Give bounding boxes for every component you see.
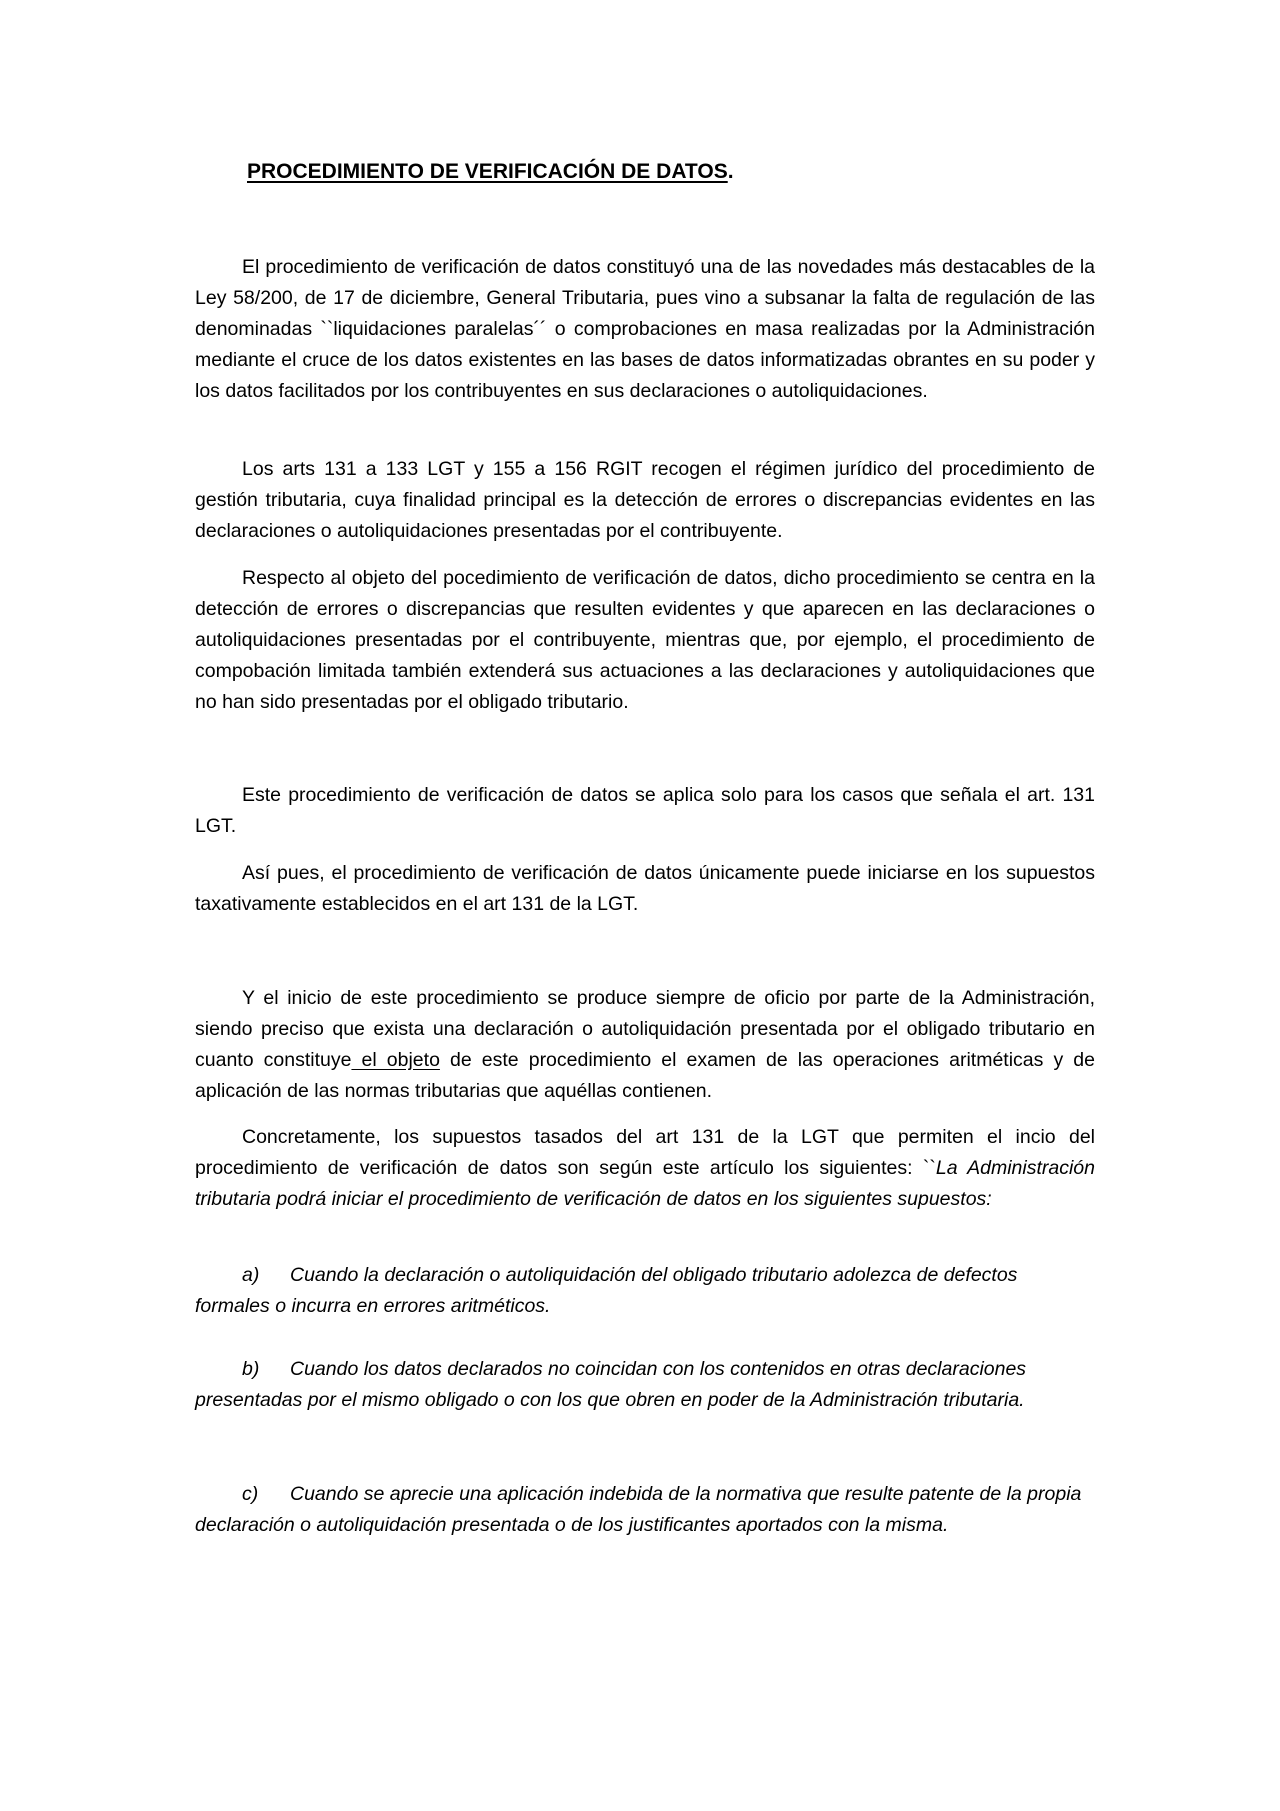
list-marker: a) <box>242 1264 260 1286</box>
document-title-period: . <box>727 160 734 183</box>
assumptions-text: Concretamente, los supuestos tasados del art 131 de la LGT que permiten el incio del procedimiento de verificación de datos son según este artículo los siguientes: `` <box>195 1126 1095 1179</box>
list-item-text: Cuando la declaración o autoliquidación del obligado tributario adolezca de defectos formales o incurra en errores aritméticos. <box>195 1264 1018 1317</box>
paragraph-object: Respecto al objeto del pocedimiento de verificación de datos, dicho procedimiento se centra en la detección de errores o discrepancias que resulten evidentes y que aparecen en las declaraciones o autoliquidaciones presentadas por el contribuyente, mientras que, por ejemplo, el procedimiento de compobación limitada también extenderá sus actuaciones a las declaraciones y autoliquidaciones que no han sido presentadas por el obligado tributario. <box>195 567 1095 713</box>
list-item-text: Cuando se aprecie una aplicación indebida de la normativa que resulte patente de la propia declaración o autoliquidación presentada o de los justificantes aportados con la misma. <box>195 1483 1082 1536</box>
list-marker: b) <box>242 1358 260 1380</box>
list-item-text: Cuando los datos declarados no coincidan con los contenidos en otras declaraciones presentadas por el mismo obligado o con los que obren en poder de la Administración tributaria. <box>195 1358 1027 1411</box>
list-item <box>195 1479 1095 1541</box>
paragraph-initiation <box>195 983 1095 1107</box>
paragraph-assumptions <box>195 1122 1095 1215</box>
document-page <box>195 0 1095 1811</box>
initiation-underlined-text: el objeto <box>351 1049 440 1071</box>
list-marker: c) <box>242 1483 259 1505</box>
list-item <box>195 1260 1095 1322</box>
paragraph-scope: Este procedimiento de verificación de datos se aplica solo para los casos que señala el art. 131 LGT. <box>195 784 1095 837</box>
assumptions-quote: La Administración tributaria podrá iniciar el procedimiento de verificación de datos en los siguientes supuestos: <box>195 1157 1095 1210</box>
document-title-text: PROCEDIMIENTO DE VERIFICACIÓN DE DATOS <box>247 160 728 183</box>
initiation-text-end: de este procedimiento el examen de las operaciones aritméticas y de aplicación de las normas tributarias que aquéllas contienen. <box>195 1049 1095 1102</box>
paragraph-legal-regime: Los arts 131 a 133 LGT y 155 a 156 RGIT recogen el régimen jurídico del procedimiento de gestión tributaria, cuya finalidad principal es la detección de errores o discrepancias evidentes en las declaraciones o autoliquidaciones presentadas por el contribuyente. <box>195 458 1095 542</box>
list-item <box>195 1354 1095 1416</box>
paragraph-intro: El procedimiento de verificación de datos constituyó una de las novedades más destacables de la Ley 58/200, de 17 de diciembre, General Tributaria, pues vino a subsanar la falta de regulación de las denominadas ``liquidaciones paralelas´´ o comprobaciones en masa realizadas por la Administración mediante el cruce de los datos existentes en las bases de datos informatizadas obrantes en su poder y los datos facilitados por los contribuyentes en sus declaraciones o autoliquidaciones. <box>195 256 1095 402</box>
initiation-text-start: Y el inicio de este procedimiento se produce siempre de oficio por parte de la Administración, siendo preciso que exista una declaración o autoliquidación presentada por el obligado tributario en cuanto constituye <box>195 987 1095 1071</box>
document-title <box>247 156 734 187</box>
paragraph-cases: Así pues, el procedimiento de verificación de datos únicamente puede iniciarse en los supuestos taxativamente establecidos en el art 131 de la LGT. <box>195 862 1095 915</box>
